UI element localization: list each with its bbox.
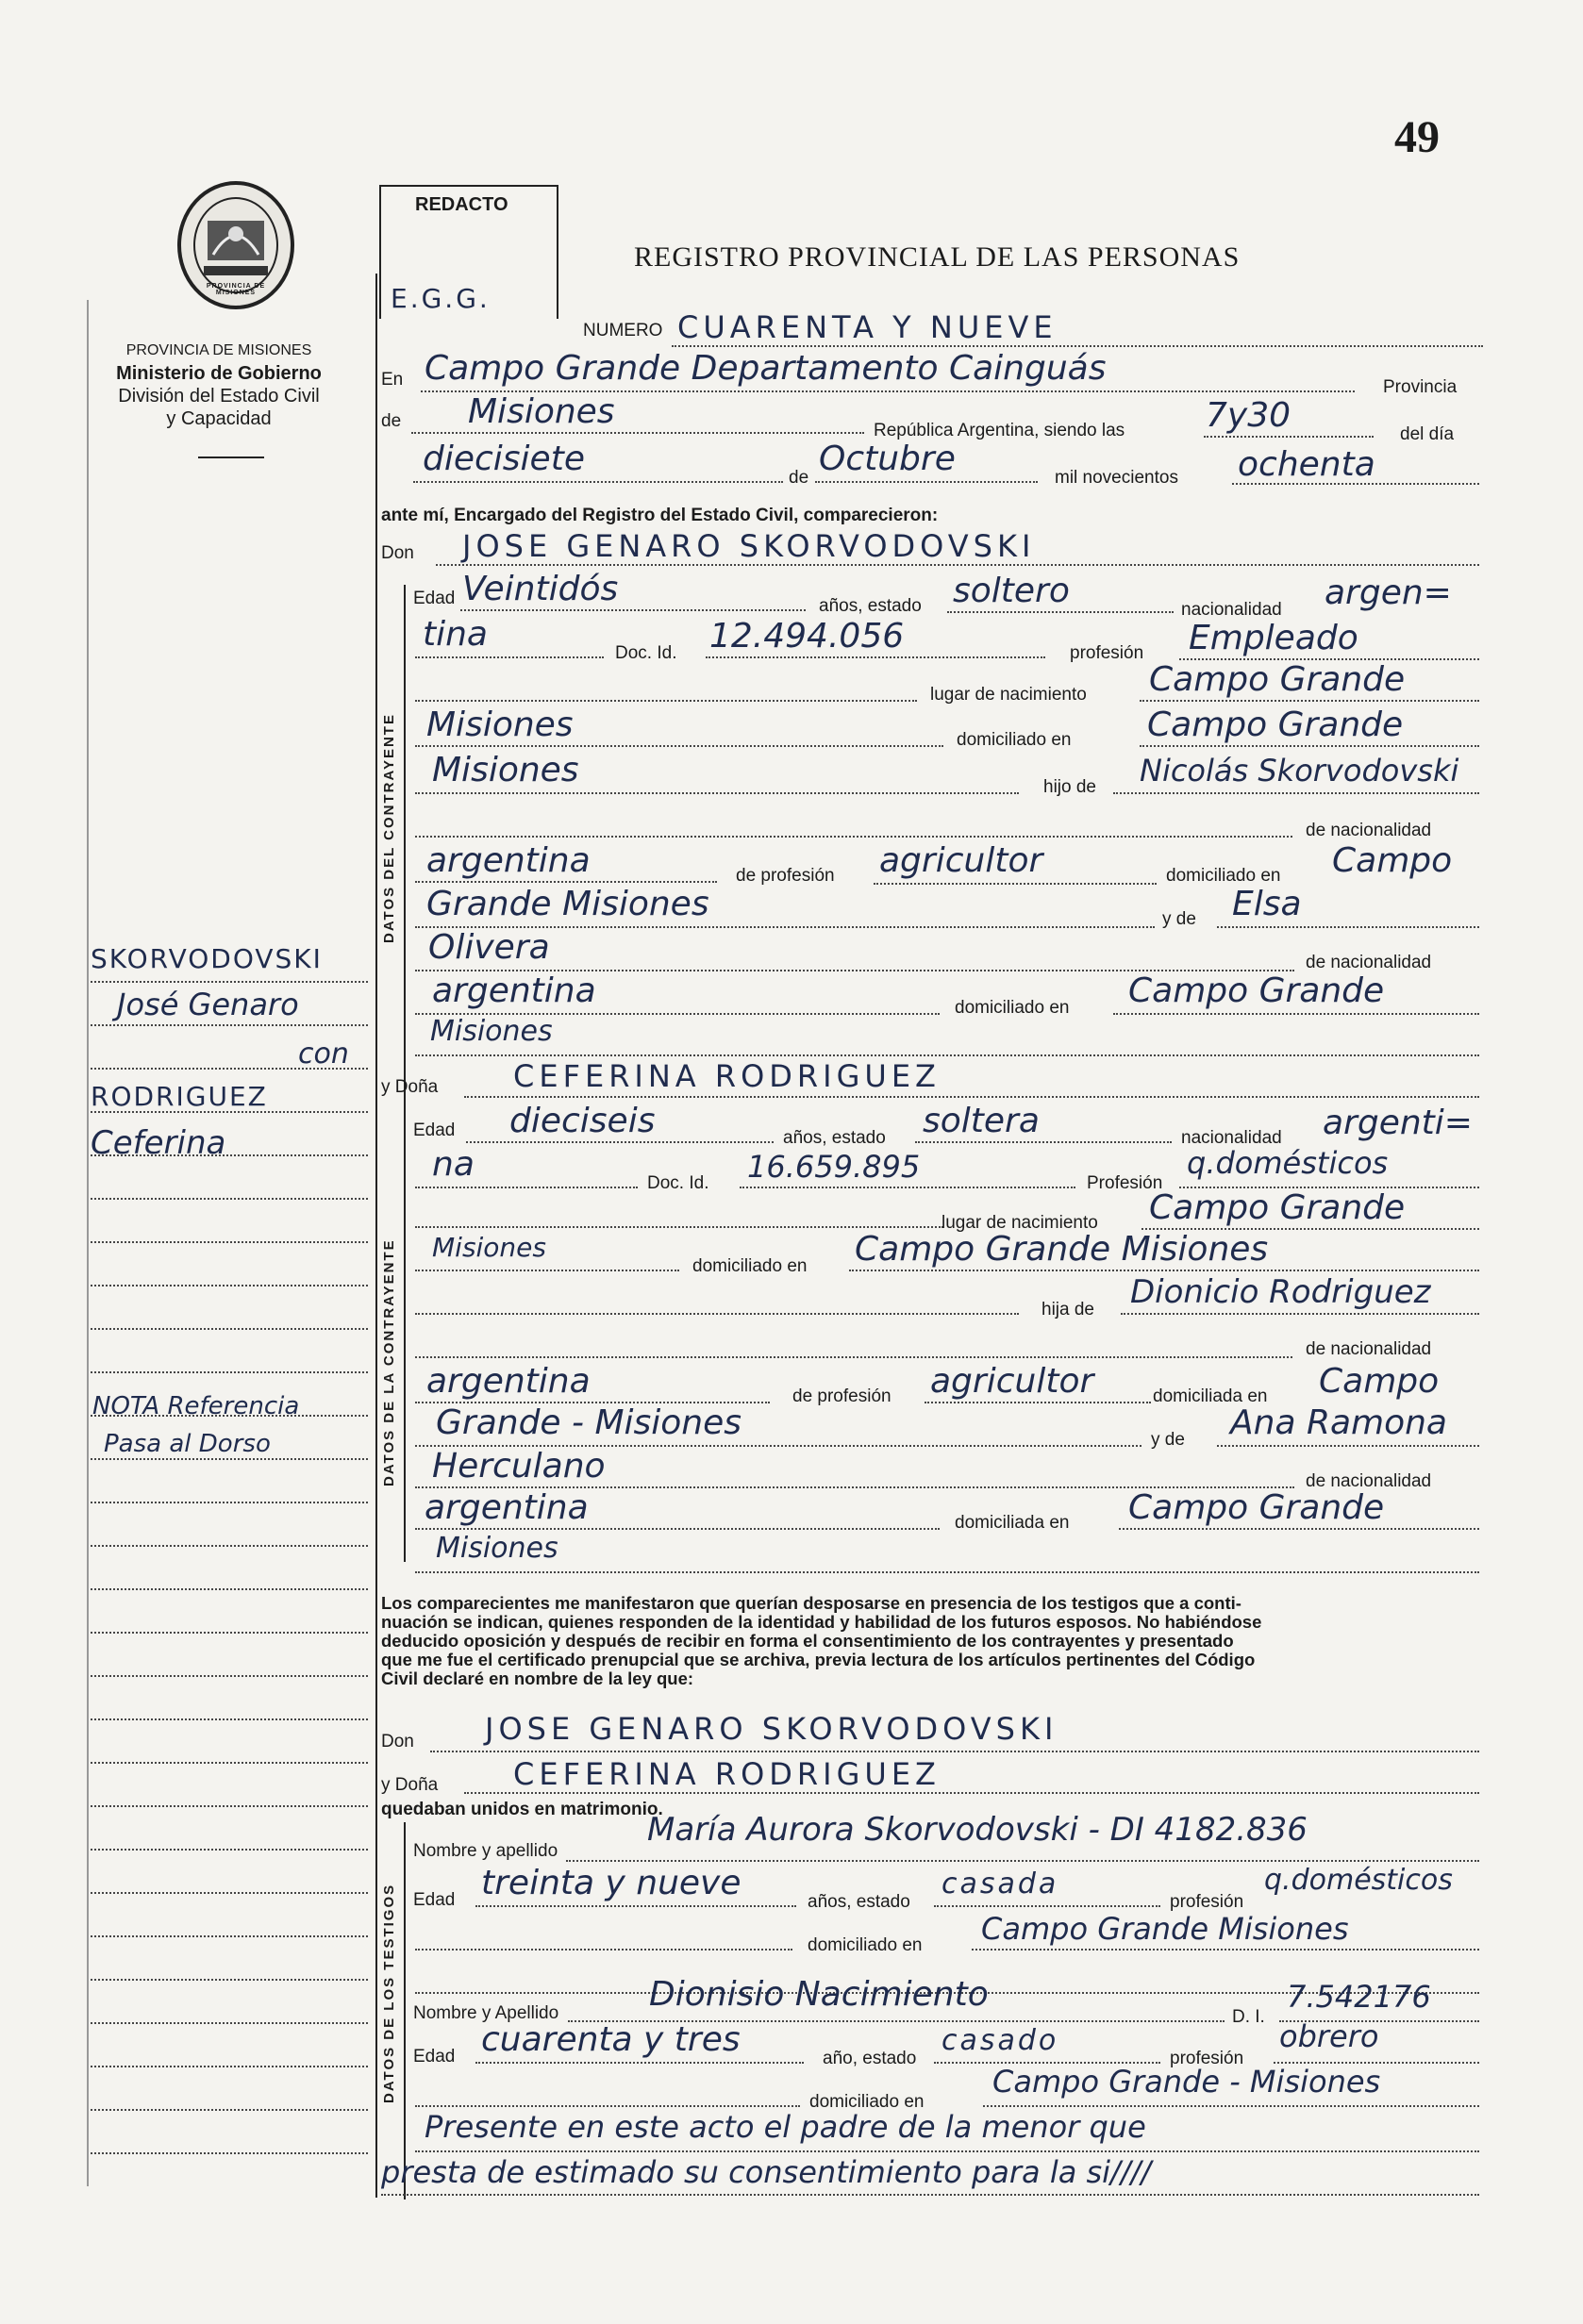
w2-di: 7.542176 (1287, 1979, 1431, 2015)
bride-hija-blank-line (415, 1313, 1019, 1315)
margin-given2: Ceferina (91, 1124, 226, 1162)
del-dia-label: del día (1400, 424, 1455, 444)
redacto-value: E.G.G. (391, 283, 491, 314)
groom-y-de-label: y de (1162, 909, 1196, 929)
w1-estado-label: años, estado (808, 1892, 910, 1912)
bride-padre-line (1121, 1313, 1479, 1315)
numero-value: CUARENTA Y NUEVE (677, 309, 1058, 345)
margin-ruling-line (91, 1892, 368, 1894)
w2-prof-label: profesión (1170, 2049, 1244, 2068)
bride-section-label: DATOS DE LA CONTRAYENTE (381, 1238, 397, 1486)
bride-edad-label: Edad (413, 1120, 456, 1140)
groom-hijo-label: hijo de (1043, 777, 1096, 797)
w2-edad-label: Edad (413, 2047, 456, 2067)
margin-surname1: SKORVODOVSKI (91, 943, 323, 974)
groom-lugar-cont-line (415, 745, 943, 747)
w1-edad-label: Edad (413, 1890, 456, 1910)
groom-madre-nombre-line (1217, 926, 1479, 928)
w-note2: presta de estimado su consentimiento para la si//// (381, 2154, 1152, 2190)
mes-value: Octubre (819, 440, 956, 478)
groom-padre-prof: agricultor (879, 841, 1043, 880)
margin-ruling-line (91, 1588, 368, 1590)
hora-value: 7y30 (1206, 396, 1291, 435)
declaration-line5: Civil declaré en nombre de la ley que: (381, 1668, 694, 1688)
groom-estado-value: soltero (953, 572, 1070, 610)
groom-estado-label: años, estado (819, 596, 922, 616)
redacto-label: REDACTO (415, 194, 508, 215)
groom-madre-dom-line (1113, 1013, 1479, 1015)
groom-padre-dom: Campo (1332, 841, 1453, 880)
page-number: 49 (1394, 112, 1440, 162)
bride-de-prof-label: de profesión (792, 1386, 891, 1406)
bride-edad-value: dieciseis (509, 1102, 656, 1140)
bride-doc-value: 16.659.895 (747, 1149, 921, 1185)
w1-edad-line (475, 1905, 796, 1907)
w2-edad-line (475, 2062, 804, 2064)
bride-madre-dom-cont-line (415, 1571, 1479, 1573)
w-note1-line (415, 2150, 1479, 2152)
margin-ruling-line (91, 1285, 368, 1286)
bride-lugar-cont: Misiones (432, 1232, 546, 1263)
groom-edad-line (460, 609, 806, 611)
w2-prof: obrero (1279, 2018, 1379, 2054)
groom-padre-line (1113, 792, 1479, 794)
bride-dom-label: domiciliado en (692, 1256, 808, 1276)
bride-madre-dom-label: domiciliada en (955, 1513, 1070, 1533)
w1-dom-label: domiciliado en (808, 1935, 923, 1955)
w2-estado: casado (941, 2024, 1059, 2057)
bride-padre-dom-cont: Grande - Misiones (436, 1403, 742, 1442)
groom-lugar-line (1140, 700, 1479, 702)
left-margin-line (87, 300, 89, 2186)
groom-dom-cont: Misiones (432, 751, 579, 789)
bride-estado-line (915, 1141, 1172, 1143)
margin-given1: José Genaro (117, 987, 299, 1022)
margin-ruling-line (91, 1371, 368, 1373)
groom-padre-nac: argentina (426, 841, 591, 880)
bride-padre-value: Dionicio Rodriguez (1130, 1273, 1431, 1311)
groom-name: JOSE GENARO SKORVODOVSKI (462, 528, 1036, 564)
office-line1: PROVINCIA DE MISIONES (125, 342, 312, 358)
bride-inner-rule (404, 1109, 406, 1562)
w1-prof: q.domésticos (1264, 1864, 1453, 1897)
groom-madre-dom-cont-line (415, 1054, 1479, 1056)
w1-edad: treinta y nueve (481, 1864, 742, 1902)
bride-padre-prof-line (925, 1402, 1151, 1403)
margin-ruling-line (91, 1068, 368, 1070)
decl-don-label: Don (381, 1732, 414, 1751)
groom-edad-value: Veintidós (462, 570, 619, 608)
margin-ruling-line (91, 1849, 368, 1851)
bride-madre-dom-line (1119, 1528, 1479, 1530)
bride-dom-value: Campo Grande Misiones (855, 1230, 1269, 1269)
groom-madre-dom-label: domiciliado en (955, 998, 1070, 1018)
numero-line (672, 345, 1483, 347)
w1-dom: Campo Grande Misiones (981, 1911, 1349, 1947)
anio-value: ochenta (1238, 445, 1375, 484)
bride-nac-value: argenti= (1323, 1104, 1473, 1142)
w1-nombre: María Aurora Skorvodovski - DI 4182.836 (647, 1811, 1308, 1849)
bride-y-de-label: y de (1151, 1430, 1185, 1450)
w2-dom-line (983, 2105, 1479, 2107)
groom-name-line (436, 564, 1479, 566)
witness-inner-rule (404, 1822, 406, 2200)
bride-name: CEFERINA RODRIGUEZ (513, 1058, 941, 1094)
decl-quedaban: quedaban unidos en matrimonio. (381, 1800, 663, 1819)
declaration-line2: nuación se indican, quienes responden de la identidad y habilidad de los futuros esposos. No habiéndose (381, 1612, 1262, 1632)
w1-estado: casada (941, 1868, 1059, 1901)
margin-ruling-line (91, 1718, 368, 1720)
republica-label: República Argentina, siendo las (874, 421, 1125, 440)
groom-padre-value: Nicolás Skorvodovski (1140, 753, 1459, 788)
groom-dom-line (1140, 745, 1479, 747)
bride-lugar-blank-line (415, 1226, 943, 1228)
decl-don-value: JOSE GENARO SKORVODOVSKI (485, 1711, 1058, 1747)
margin-con: con (298, 1038, 349, 1071)
groom-nac-cont: tina (423, 615, 488, 654)
w2-nombre-label: Nombre y Apellido (413, 2003, 559, 2023)
bride-estado-value: soltera (923, 1102, 1040, 1140)
groom-de-nac-label: de nacionalidad (1306, 821, 1432, 840)
w1-dom-blank-line (415, 1949, 792, 1950)
groom-lugar-blank-line (415, 700, 917, 702)
declaration-line3: deducido oposición y después de recibir en forma el consentimiento de los contrayentes y presentado (381, 1631, 1234, 1651)
bride-madre-nac: argentina (425, 1488, 589, 1527)
groom-nac-label: nacionalidad (1181, 600, 1282, 620)
groom-dom-label: domiciliado en (957, 730, 1072, 750)
hora-line (1204, 436, 1374, 438)
margin-ruling-line (91, 1198, 368, 1200)
margin-surname2: RODRIGUEZ (91, 1081, 268, 1112)
bride-doc-line (740, 1187, 1075, 1188)
dia-value: diecisiete (423, 440, 585, 478)
groom-nac-cont-line (415, 656, 604, 658)
margin-ruling-line (91, 2066, 368, 2067)
margin-ruling-line (91, 1154, 368, 1156)
w-note1: Presente en este acto el padre de la menor que (425, 2109, 1146, 2145)
w1-nombre-line (566, 1860, 1479, 1862)
groom-doc-value: 12.494.056 (709, 617, 905, 656)
bride-madre-nombre: Ana Ramona (1230, 1403, 1447, 1442)
ante-text: ante mí, Encargado del Registro del Estado Civil, comparecieron: (381, 506, 939, 525)
office-line3: División del Estado Civil (118, 386, 320, 407)
mil-label: mil novecientos (1055, 468, 1178, 488)
seal-lettering: PROVINCIA DE MISIONES (206, 283, 266, 296)
declaration-line1: Los comparecientes me manifestaron que querían desposarse en presencia de los testigos que a conti- (381, 1593, 1241, 1613)
bride-padre-blank-line (415, 1356, 1292, 1358)
w1-prof-label: profesión (1170, 1892, 1244, 1912)
groom-doc-line (706, 656, 1045, 658)
margin-ruling-line (91, 1935, 368, 1937)
bride-name-line (464, 1096, 1479, 1098)
bride-lugar-cont-line (415, 1270, 679, 1271)
bride-lugar-value: Campo Grande (1149, 1188, 1406, 1227)
de-line (411, 432, 864, 434)
bride-madre-apellido: Herculano (432, 1447, 606, 1486)
bride-nac-cont: na (432, 1145, 475, 1184)
register-title: REGISTRO PROVINCIAL DE LAS PERSONAS (634, 241, 1241, 273)
groom-edad-label: Edad (413, 589, 456, 608)
de-label: de (381, 411, 402, 431)
decl-dona-label: y Doña (381, 1775, 439, 1795)
w2-dom: Campo Grande - Misiones (992, 2064, 1381, 2100)
bride-lugar-label: lugar de nacimiento (941, 1213, 1098, 1233)
bride-madre-dom-cont: Misiones (436, 1532, 558, 1565)
bride-prof-label: Profesión (1087, 1173, 1163, 1193)
en-label: En (381, 370, 404, 390)
w2-di-label: D. I. (1232, 2007, 1265, 2027)
numero-label: NUMERO (583, 321, 663, 340)
groom-nac-value: argen= (1325, 573, 1452, 612)
groom-doc-label: Doc. Id. (615, 643, 677, 663)
bride-de-nac-label: de nacionalidad (1306, 1339, 1432, 1359)
groom-madre-dom-cont: Misiones (430, 1015, 553, 1048)
w1-estado-line (934, 1905, 1160, 1907)
margin-ruling-line (91, 2109, 368, 2111)
bride-prof-value: q.domésticos (1187, 1145, 1389, 1181)
margin-nota2: Pasa al Dorso (104, 1430, 271, 1458)
margin-ruling-line (91, 2022, 368, 2024)
groom-de-prof-label: de profesión (736, 866, 835, 886)
provincia-label: Provincia (1383, 377, 1458, 397)
w-note2-line (381, 2194, 1479, 2196)
groom-madre-nombre: Elsa (1232, 885, 1302, 923)
office-divider (198, 456, 264, 458)
anio-line (1232, 483, 1479, 485)
margin-ruling-line (91, 1979, 368, 1981)
groom-lugar-cont: Misiones (426, 706, 574, 744)
mes-line (815, 481, 1038, 483)
decl-don-line (430, 1751, 1479, 1752)
bride-padre-dom-label: domiciliada en (1153, 1386, 1268, 1406)
groom-padre-prof-line (874, 883, 1157, 885)
bride-padre-nac: argentina (426, 1362, 591, 1401)
main-vertical-rule (375, 274, 377, 2198)
w2-estado-label: año, estado (823, 2049, 917, 2068)
bride-de-nac2-label: de nacionalidad (1306, 1471, 1432, 1491)
margin-ruling-line (91, 1024, 368, 1026)
groom-don-label: Don (381, 543, 414, 563)
bride-edad-line (466, 1141, 774, 1143)
margin-ruling-line (91, 1328, 368, 1330)
groom-lugar-label: lugar de nacimiento (930, 685, 1087, 705)
bride-hija-label: hija de (1041, 1300, 1094, 1320)
bride-estado-label: años, estado (783, 1128, 886, 1148)
bride-doc-label: Doc. Id. (647, 1173, 709, 1193)
groom-madre-dom: Campo Grande (1128, 971, 1385, 1010)
margin-ruling-line (91, 981, 368, 983)
bride-madre-nombre-line (1217, 1445, 1479, 1447)
bride-dom-line (849, 1270, 1479, 1271)
bride-nac-cont-line (415, 1187, 638, 1188)
margin-ruling-line (91, 1805, 368, 1807)
groom-prof-label: profesión (1070, 643, 1144, 663)
margin-ruling-line (91, 1632, 368, 1634)
bride-dona-label: y Doña (381, 1077, 439, 1097)
office-line4: y Capacidad (166, 408, 272, 429)
decl-dona-line (464, 1792, 1479, 1794)
dia-line (413, 481, 783, 483)
de2-label: de (789, 468, 809, 488)
groom-padre-nac-line (415, 881, 717, 883)
groom-dom-value: Campo Grande (1147, 706, 1404, 744)
groom-padre-dom-label: domiciliado en (1166, 866, 1281, 886)
bride-nac-label: nacionalidad (1181, 1128, 1282, 1148)
declaration-paragraph (381, 1594, 1481, 1688)
witness-section-label: DATOS DE LOS TESTIGOS (381, 1883, 397, 2103)
margin-nota1: NOTA Referencia (92, 1392, 300, 1420)
en-value: Campo Grande Departamento Cainguás (425, 349, 1107, 388)
margin-ruling-line (91, 1415, 368, 1417)
groom-madre-apellido: Olivera (428, 928, 550, 967)
declaration-line4: que me fue el certificado prenupcial que se archiva, previa lectura de los artículos pertinentes del Código (381, 1650, 1256, 1669)
groom-section-label: DATOS DEL CONTRAYENTE (381, 713, 397, 943)
margin-ruling-line (91, 1675, 368, 1677)
office-line2: Ministerio de Gobierno (116, 363, 322, 384)
groom-padre-dom-cont: Grande Misiones (426, 885, 709, 923)
groom-de-nac2-label: de nacionalidad (1306, 953, 1432, 972)
bride-padre-dom: Campo (1319, 1362, 1440, 1401)
decl-dona-value: CEFERINA RODRIGUEZ (513, 1756, 941, 1792)
margin-ruling-line (91, 1458, 368, 1460)
w2-nombre: Dionisio Nacimiento (649, 1975, 989, 2014)
bride-madre-nac-line (415, 1528, 940, 1530)
bride-madre-dom: Campo Grande (1128, 1488, 1385, 1527)
bride-padre-prof: agricultor (930, 1362, 1094, 1401)
groom-prof-value: Empleado (1189, 619, 1358, 657)
de-value: Misiones (468, 392, 615, 431)
groom-madre-nac: argentina (432, 971, 596, 1010)
margin-ruling-line (91, 2152, 368, 2154)
w1-dom-line (972, 1949, 1479, 1950)
office-block (87, 340, 351, 430)
margin-ruling-line (91, 1545, 368, 1547)
margin-ruling-line (91, 1111, 368, 1113)
margin-ruling-line (91, 1502, 368, 1503)
groom-dom-cont-line (415, 792, 1019, 794)
w1-nombre-label: Nombre y apellido (413, 1841, 558, 1861)
margin-ruling-line (91, 1241, 368, 1243)
w2-dom-label: domiciliado en (809, 2092, 925, 2112)
groom-padre-blank-line (415, 836, 1292, 838)
margin-ruling-line (91, 1762, 368, 1764)
w2-dom-blank-line (415, 2105, 800, 2107)
w2-edad: cuarenta y tres (481, 2020, 741, 2059)
groom-estado-line (947, 611, 1174, 613)
groom-lugar-value: Campo Grande (1149, 660, 1406, 699)
